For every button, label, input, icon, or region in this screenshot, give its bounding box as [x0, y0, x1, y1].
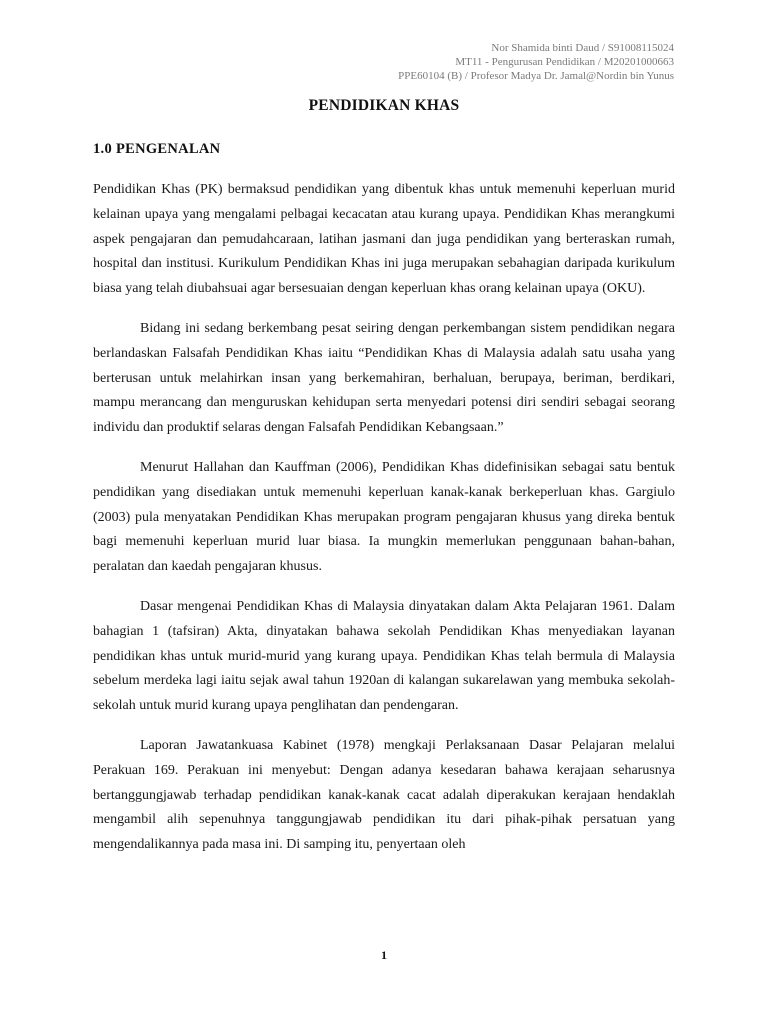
header-course-line: MT11 - Pengurusan Pendidikan / M20201000663: [455, 56, 674, 68]
paragraph-5: Laporan Jawatankuasa Kabinet (1978) mengkaji Perlaksanaan Dasar Pelajaran melalui Perakuan 169. Perakuan ini menyebut: Dengan adanya kesedaran bahawa kerajaan seharusnya bertanggungjawab terhadap pendidikan kanak-kanak cacat adalah diperakukan kerajaan hendaklah mengambil alih sepenuhnya tanggungjawab pendidikan itu dari pihak-pihak persatuan yang mengendalikannya pada masa ini. Di samping itu, penyertaan oleh: [93, 737, 675, 853]
header-author-line: Nor Shamida binti Daud / S91008115024: [491, 42, 674, 54]
paragraph-1: Pendidikan Khas (PK) bermaksud pendidikan yang dibentuk khas untuk memenuhi keperluan murid kelainan upaya yang mengalami pelbagai kecacatan atau kurang upaya. Pendidikan Khas merangkumi aspek pengajaran dan pemudahcaraan, latihan jasmani dan juga pendidikan yang berteraskan rumah, hospital dan institusi. Kurikulum Pendidikan Khas ini juga merupakan sebahagian daripada kurikulum biasa yang telah diubahsuai agar bersesuaian dengan keperluan khas orang kelainan upaya (OKU).: [93, 182, 675, 297]
header-lecturer-line: PPE60104 (B) / Profesor Madya Dr. Jamal@Nordin bin Yunus: [398, 70, 674, 82]
paragraph-4: Dasar mengenai Pendidikan Khas di Malaysia dinyatakan dalam Akta Pelajaran 1961. Dalam bahagian 1 (tafsiran) Akta, dinyatakan bahawa sekolah Pendidikan Khas menyediakan layanan pendidikan khas untuk murid-murid yang kurang upaya. Pendidikan Khas telah bermula di Malaysia sebelum merdeka lagi iaitu sejak awal tahun 1920an di kalangan sukarelawan yang membuka sekolah-sekolah untuk murid kurang upaya penglihatan dan pendengaran.: [93, 598, 675, 714]
paragraph-3: Menurut Hallahan dan Kauffman (2006), Pendidikan Khas didefinisikan sebagai satu bentuk pendidikan yang disediakan untuk memenuhi keperluan kanak-kanak berkeperluan khas. Gargiulo (2003) pula menyatakan Pendidikan Khas merupakan program pengajaran khusus yang direka bentuk bagi memenuhi keperluan murid luar biasa. Ia mungkin memerlukan penggunaan bahan-bahan, peralatan dan kaedah pengajaran khusus.: [93, 459, 675, 575]
page-header: [398, 41, 674, 83]
section-heading: 1.0 PENGENALAN: [93, 141, 221, 157]
paragraph-2: Bidang ini sedang berkembang pesat seiring dengan perkembangan sistem pendidikan negara berlandaskan Falsafah Pendidikan Khas iaitu “Pendidikan Khas di Malaysia adalah satu usaha yang berterusan untuk melahirkan insan yang berkemahiran, berhaluan, berupaya, beriman, berdikari, mampu merancang dan menguruskan kehidupan serta menyedari potensi diri sendiri sebagai seorang individu dan produktif selaras dengan Falsafah Pendidikan Kebangsaan.”: [93, 320, 675, 436]
page-number: 1: [381, 948, 387, 962]
document-title: PENDIDIKAN KHAS: [308, 97, 460, 114]
document-body: [93, 178, 675, 873]
